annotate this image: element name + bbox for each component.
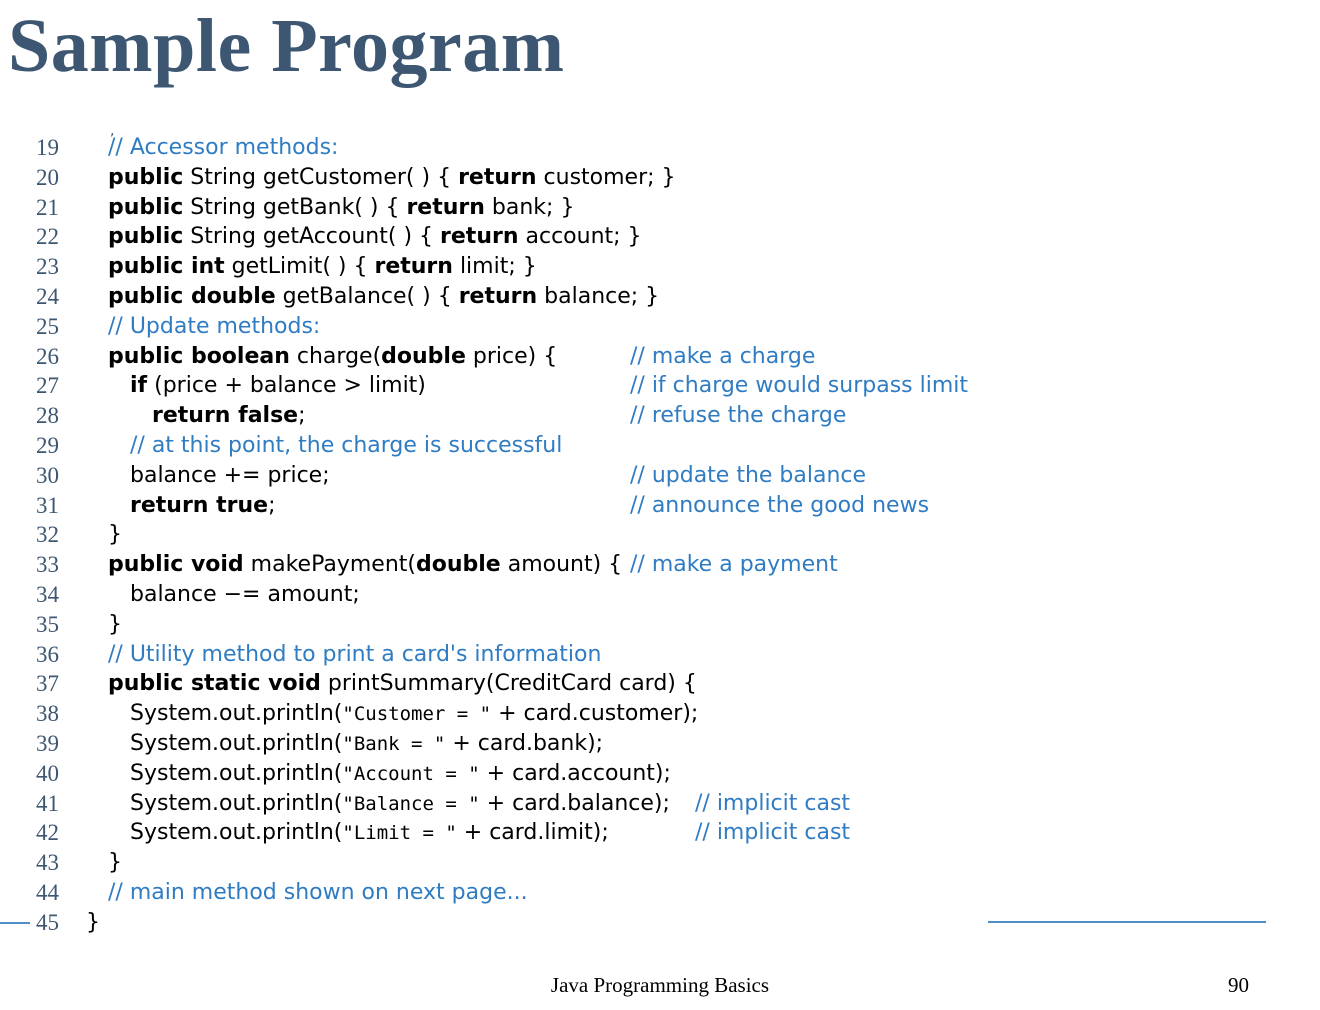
- code-text: [108, 342, 557, 372]
- code-line: [0, 789, 1320, 819]
- code-line: [0, 580, 1320, 610]
- code-line: [0, 520, 1320, 550]
- keyword: return: [458, 164, 537, 190]
- code-line: [0, 669, 1320, 699]
- line-number: 44: [36, 879, 59, 905]
- line-number: 42: [36, 820, 59, 846]
- code-fragment: + card.account);: [479, 760, 671, 786]
- keyword: if: [130, 373, 148, 399]
- code-line: [0, 222, 1320, 252]
- code-text: [130, 789, 670, 820]
- code-comment: // Accessor methods:: [108, 135, 339, 160]
- code-fragment: charge(: [289, 343, 382, 369]
- code-text: [108, 222, 642, 252]
- code-fragment: price) {: [465, 343, 558, 369]
- code-text: [108, 669, 697, 699]
- line-number: 26: [36, 343, 59, 369]
- code-comment: // main method shown on next page...: [108, 879, 528, 905]
- line-number: 24: [36, 283, 59, 309]
- line-number: 34: [36, 581, 59, 607]
- code-fragment: String getAccount( ) {: [183, 224, 441, 250]
- keyword: public double: [108, 283, 276, 309]
- code-text: [108, 520, 122, 550]
- code-line: [0, 401, 1320, 431]
- line-number: 29: [36, 432, 59, 458]
- line-number: 32: [36, 522, 59, 548]
- line-number: 45: [36, 909, 59, 935]
- code-fragment: }: [108, 522, 122, 548]
- code-text: [130, 371, 426, 401]
- code-fragment: ;: [298, 403, 306, 429]
- code-comment: // refuse the charge: [630, 403, 847, 429]
- code-fragment: balance −= amount;: [130, 581, 360, 607]
- line-number: 41: [36, 790, 59, 816]
- code-comment: // if charge would surpass limit: [630, 373, 969, 399]
- keyword: return: [374, 254, 453, 280]
- code-line: [0, 371, 1320, 401]
- line-number: 43: [36, 850, 59, 876]
- keyword: double: [415, 552, 501, 578]
- code-comment: // at this point, the charge is successful: [130, 432, 563, 458]
- string-literal: "Bank = ": [342, 732, 446, 755]
- line-number: 35: [36, 611, 59, 637]
- code-fragment: makePayment(: [243, 552, 416, 578]
- line-number: 33: [36, 552, 59, 578]
- line-number: 23: [36, 254, 59, 280]
- code-fragment: limit; }: [452, 254, 537, 280]
- line-number: 19: [36, 135, 59, 160]
- code-fragment: + card.balance);: [479, 790, 670, 816]
- code-fragment: + card.bank);: [445, 730, 604, 756]
- keyword: return: [440, 224, 519, 250]
- code-line: [0, 610, 1320, 640]
- code-line: [0, 491, 1320, 521]
- keyword: public void: [108, 552, 244, 578]
- left-rule: [0, 922, 30, 924]
- code-comment: // make a charge: [630, 343, 816, 369]
- line-number: 40: [36, 760, 59, 786]
- code-text: [108, 163, 676, 193]
- code-fragment: ;: [268, 492, 276, 518]
- code-fragment: }: [108, 850, 122, 876]
- code-fragment: getLimit( ) {: [224, 254, 375, 280]
- line-number: 37: [36, 671, 59, 697]
- code-fragment: printSummary(CreditCard card) {: [320, 671, 697, 697]
- code-text: [108, 610, 122, 640]
- code-text: [108, 550, 622, 580]
- keyword: return: [458, 283, 538, 309]
- line-number: 39: [36, 730, 59, 756]
- code-comment: // update the balance: [630, 462, 867, 488]
- keyword: public: [108, 164, 184, 190]
- code-line: [0, 133, 1320, 163]
- keyword: double: [381, 343, 466, 369]
- code-fragment: System.out.println(: [130, 820, 343, 846]
- code-line: [0, 252, 1320, 282]
- line-number: 22: [36, 224, 59, 250]
- code-line: [0, 163, 1320, 193]
- code-fragment: account; }: [518, 224, 642, 250]
- keyword: return: [406, 194, 485, 220]
- code-line: [0, 193, 1320, 223]
- code-line: [0, 342, 1320, 372]
- code-text: [108, 848, 122, 878]
- code-fragment: balance; }: [537, 283, 660, 309]
- code-fragment: + card.customer);: [491, 701, 699, 727]
- right-rule: [988, 921, 1266, 923]
- code-comment: // announce the good news: [630, 492, 930, 518]
- code-text: [86, 908, 100, 938]
- code-text: [152, 401, 306, 431]
- code-comment: // make a payment: [630, 552, 838, 578]
- keyword: public boolean: [108, 343, 290, 369]
- cut-off-mark: ,: [110, 123, 115, 139]
- code-line: [0, 818, 1320, 848]
- code-line: [0, 759, 1320, 789]
- code-line: [0, 461, 1320, 491]
- keyword: return true: [130, 492, 269, 518]
- line-number: 27: [36, 373, 59, 399]
- code-fragment: (price + balance > limit): [147, 373, 426, 399]
- code-text: [130, 759, 671, 790]
- string-literal: "Customer = ": [342, 703, 492, 726]
- code-comment: // implicit cast: [695, 820, 851, 846]
- code-fragment: System.out.println(: [130, 730, 343, 756]
- code-fragment: balance += price;: [130, 462, 330, 488]
- code-comment: // implicit cast: [695, 790, 851, 816]
- code-comment: // Update methods:: [108, 313, 321, 339]
- string-literal: "Balance = ": [342, 792, 480, 815]
- code-comment: // Utility method to print a card's information: [108, 641, 602, 667]
- keyword: public int: [108, 254, 225, 280]
- code-fragment: String getBank( ) {: [183, 194, 407, 220]
- code-listing: [0, 133, 1320, 938]
- keyword: public: [108, 224, 184, 250]
- code-text: [130, 729, 603, 760]
- code-fragment: customer; }: [536, 164, 676, 190]
- keyword: return false: [152, 403, 299, 429]
- code-text: [108, 282, 659, 312]
- code-fragment: amount) {: [500, 552, 623, 578]
- code-line: [0, 848, 1320, 878]
- code-text: [130, 699, 698, 730]
- line-number: 38: [36, 701, 59, 727]
- footer-text: Java Programming Basics: [550, 973, 770, 997]
- code-fragment: System.out.println(: [130, 790, 343, 816]
- keyword: public: [108, 194, 184, 220]
- keyword: public static void: [108, 671, 321, 697]
- code-fragment: }: [108, 611, 122, 637]
- code-line: [0, 699, 1320, 729]
- line-number: 25: [36, 313, 59, 339]
- code-fragment: System.out.println(: [130, 760, 343, 786]
- string-literal: "Account = ": [342, 762, 480, 785]
- code-line: [0, 729, 1320, 759]
- page-number: 90: [1228, 973, 1249, 997]
- code-text: [130, 818, 609, 849]
- code-text: [108, 193, 574, 223]
- code-text: [108, 252, 537, 282]
- code-line: [0, 640, 1320, 670]
- line-number: 31: [36, 492, 59, 518]
- code-fragment: System.out.println(: [130, 701, 343, 727]
- code-line: [0, 878, 1320, 908]
- code-fragment: bank; }: [484, 194, 575, 220]
- line-number: 21: [36, 194, 59, 220]
- code-text: [130, 461, 330, 491]
- line-number: 30: [36, 462, 59, 488]
- string-literal: "Limit = ": [342, 822, 457, 845]
- code-fragment: getBalance( ) {: [275, 283, 459, 309]
- code-fragment: String getCustomer( ) {: [183, 164, 459, 190]
- code-line: [0, 312, 1320, 342]
- slide-title: Sample Program: [8, 4, 565, 88]
- code-line: [0, 431, 1320, 461]
- code-text: [130, 491, 276, 521]
- line-number: 28: [36, 403, 59, 429]
- line-number: 20: [36, 164, 59, 190]
- code-text: [130, 580, 360, 610]
- code-fragment: + card.limit);: [456, 820, 609, 846]
- code-line: [0, 550, 1320, 580]
- code-line: [0, 282, 1320, 312]
- code-fragment: }: [86, 909, 100, 935]
- line-number: 36: [36, 641, 59, 667]
